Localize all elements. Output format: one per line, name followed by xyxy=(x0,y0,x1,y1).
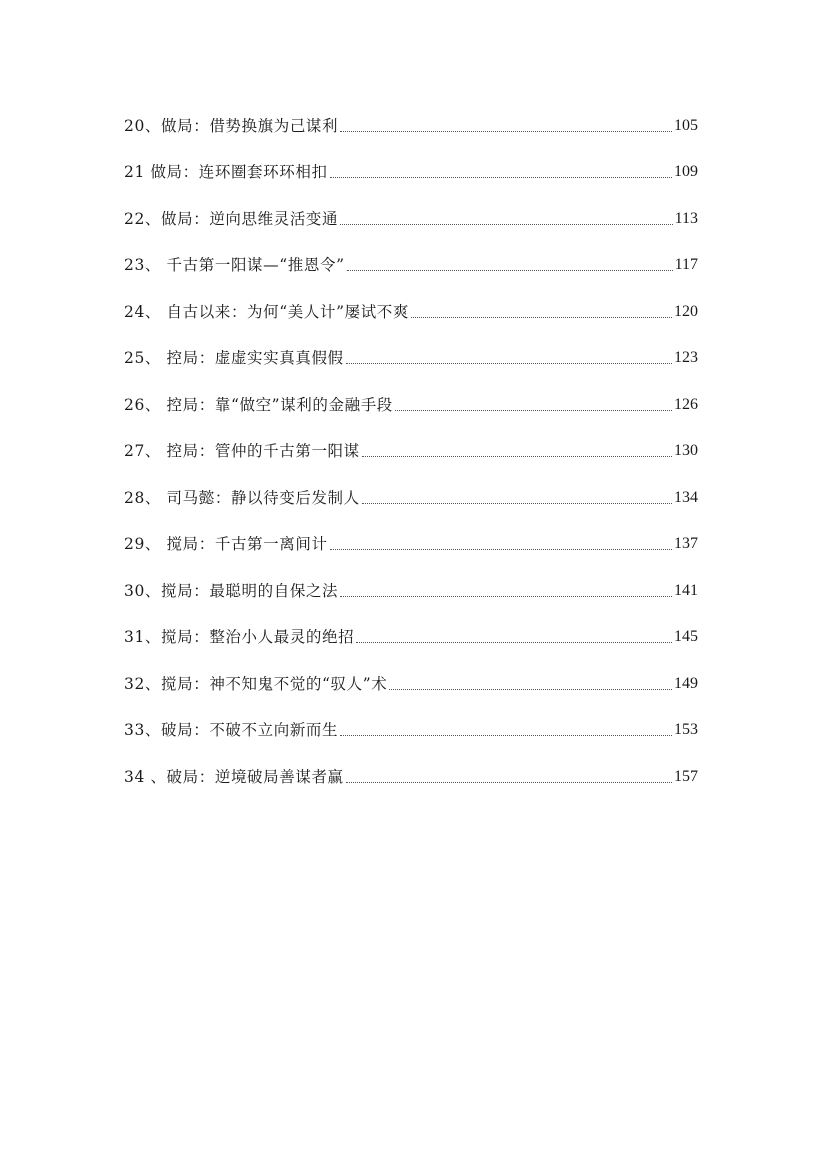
dot-leader xyxy=(362,456,672,457)
toc-entry[interactable] xyxy=(124,566,698,613)
dot-leader xyxy=(411,317,672,318)
toc-entry[interactable] xyxy=(124,194,698,241)
toc-entry-page: 145 xyxy=(674,628,698,645)
toc-entry-page: 149 xyxy=(674,674,698,692)
toc-entry-page: 123 xyxy=(674,349,698,366)
dot-leader xyxy=(340,224,672,225)
toc-entry-page: 134 xyxy=(674,488,698,506)
toc-entry-title: 29、 搅局：千古第一离间计 xyxy=(124,535,328,553)
dot-leader xyxy=(340,596,672,597)
dot-leader xyxy=(346,782,672,783)
toc-entry[interactable] xyxy=(124,520,698,567)
table-of-contents xyxy=(124,101,698,799)
toc-entry-page: 141 xyxy=(674,581,698,599)
toc-entry[interactable] xyxy=(124,613,698,660)
toc-entry-page: 130 xyxy=(674,442,698,459)
toc-entry-page: 137 xyxy=(674,535,698,552)
dot-leader xyxy=(356,642,672,643)
toc-entry-page: 109 xyxy=(674,163,698,180)
toc-entry-page: 153 xyxy=(674,721,698,738)
toc-entry-page: 113 xyxy=(674,209,698,227)
toc-entry[interactable] xyxy=(124,473,698,520)
toc-entry[interactable] xyxy=(124,101,698,148)
toc-entry-title: 20、做局：借势换旗为己谋利 xyxy=(124,116,339,135)
toc-entry[interactable] xyxy=(124,427,698,474)
dot-leader xyxy=(395,410,672,411)
toc-entry[interactable] xyxy=(124,241,698,288)
toc-entry-page: 120 xyxy=(674,302,698,320)
dot-leader xyxy=(340,735,672,736)
toc-entry[interactable] xyxy=(124,752,698,799)
dot-leader xyxy=(389,689,672,690)
toc-entry-title: 28、 司马懿：静以待变后发制人 xyxy=(124,488,360,507)
toc-entry[interactable] xyxy=(124,380,698,427)
toc-entry-title: 33、破局：不破不立向新而生 xyxy=(124,721,339,739)
toc-entry-title: 21 做局：连环圈套环环相扣 xyxy=(124,163,328,181)
toc-entry-page: 105 xyxy=(674,116,698,134)
toc-entry-page: 157 xyxy=(674,767,698,785)
toc-entry-title: 27、 控局：管仲的千古第一阳谋 xyxy=(124,442,360,460)
toc-entry[interactable] xyxy=(124,287,698,334)
toc-entry[interactable] xyxy=(124,148,698,195)
dot-leader xyxy=(347,270,673,271)
toc-entry-title: 23、 千古第一阳谋—“推恩令” xyxy=(124,256,345,274)
dot-leader xyxy=(330,549,672,550)
toc-entry-page: 126 xyxy=(674,395,698,413)
dot-leader xyxy=(346,363,672,364)
toc-entry-title: 30、搅局：最聪明的自保之法 xyxy=(124,581,339,600)
toc-entry-title: 26、 控局：靠“做空”谋利的金融手段 xyxy=(124,395,393,414)
toc-entry-title: 22、做局：逆向思维灵活变通 xyxy=(124,209,339,228)
toc-entry[interactable] xyxy=(124,334,698,381)
dot-leader xyxy=(362,503,672,504)
toc-entry-title: 24、 自古以来：为何“美人计”屡试不爽 xyxy=(124,302,409,321)
toc-entry-title: 32、搅局：神不知鬼不觉的“驭人”术 xyxy=(124,674,388,693)
toc-entry[interactable] xyxy=(124,706,698,753)
dot-leader xyxy=(340,131,672,132)
dot-leader xyxy=(330,177,672,178)
toc-entry[interactable] xyxy=(124,659,698,706)
toc-entry-title: 34 、破局：逆境破局善谋者赢 xyxy=(124,767,344,786)
toc-entry-page: 117 xyxy=(674,256,698,273)
toc-entry-title: 31、搅局：整治小人最灵的绝招 xyxy=(124,628,355,646)
toc-entry-title: 25、 控局：虚虚实实真真假假 xyxy=(124,349,344,367)
